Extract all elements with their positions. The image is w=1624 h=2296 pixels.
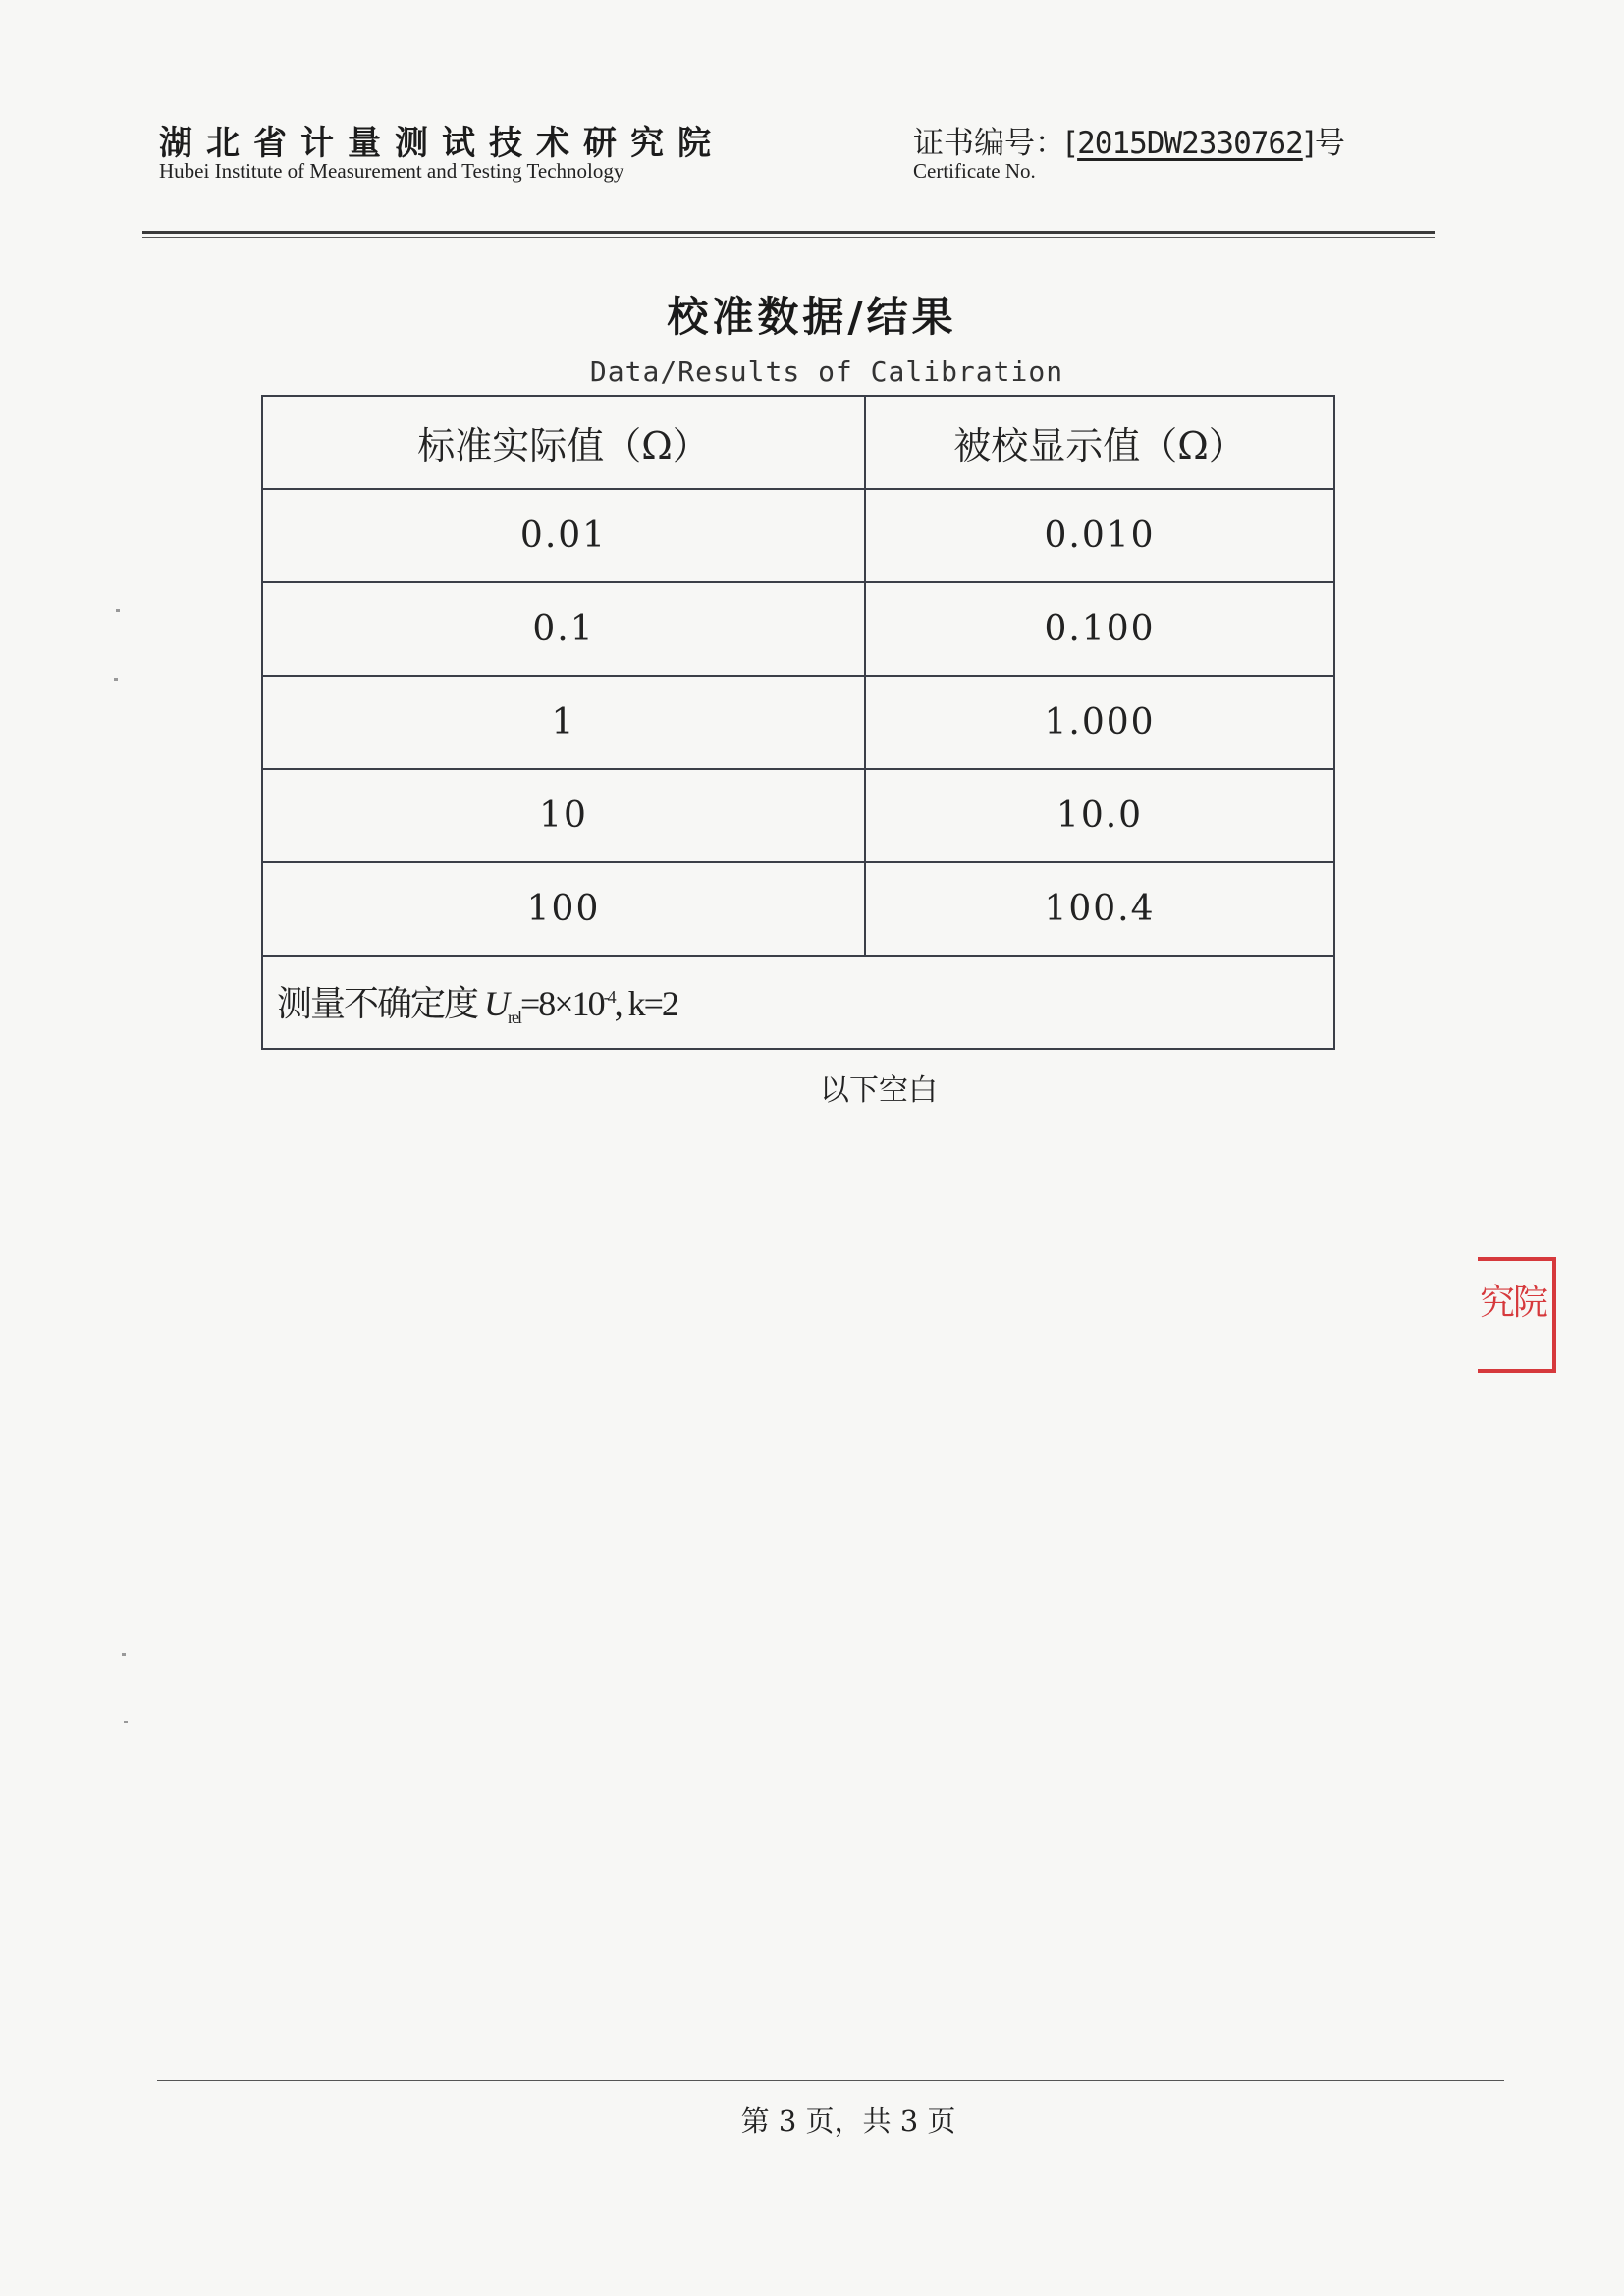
coverage-factor: , k=2 — [614, 983, 677, 1023]
official-seal-stamp — [1478, 1257, 1556, 1373]
display-value-cell: 1.000 — [865, 676, 1334, 769]
scan-speck — [124, 1721, 128, 1723]
certificate-number: 2015DW2330762 — [1077, 126, 1303, 161]
uncertainty-label: 测量不确定度 — [277, 983, 485, 1023]
scan-speck — [114, 678, 118, 681]
page-title-en: Data/Results of Calibration — [589, 355, 1064, 388]
display-value-cell: 0.100 — [865, 582, 1334, 676]
certificate-number-row — [913, 118, 1345, 162]
standard-value-cell: 100 — [262, 862, 865, 956]
uncertainty-row — [262, 956, 1334, 1049]
institute-name-en: Hubei Institute of Measurement and Testing Technology — [159, 159, 624, 183]
certificate-label-en: Certificate No. — [913, 159, 1036, 183]
page-title-cn: 校准数据/结果 — [667, 293, 957, 341]
certificate-label-cn: 证书编号： — [913, 126, 1065, 161]
seal-text: 究院 — [1480, 1283, 1547, 1323]
table-row — [262, 676, 1334, 769]
standard-value-cell: 1 — [262, 676, 865, 769]
uncertainty-value: =8×10 — [520, 983, 604, 1023]
page-number: 第 3 页，共 3 页 — [740, 2105, 956, 2138]
standard-value-cell: 10 — [262, 769, 865, 862]
column-header-standard-value: 标准实际值（Ω） — [262, 396, 865, 489]
table-row — [262, 582, 1334, 676]
display-value-cell: 100.4 — [865, 862, 1334, 956]
table-row — [262, 769, 1334, 862]
display-value-cell: 10.0 — [865, 769, 1334, 862]
footer-divider — [157, 2080, 1504, 2081]
uncertainty-symbol: U — [484, 983, 509, 1023]
scan-speck — [116, 609, 120, 612]
uncertainty-exponent: -4 — [603, 986, 615, 1007]
blank-below-note: 以下空白 — [820, 1073, 938, 1108]
certificate-bracket-open: [ — [1065, 126, 1078, 161]
header-divider — [142, 231, 1435, 234]
uncertainty-cell — [262, 956, 1334, 1049]
standard-value-cell: 0.01 — [262, 489, 865, 582]
header-divider-thin — [142, 237, 1435, 238]
display-value-cell: 0.010 — [865, 489, 1334, 582]
calibration-table — [261, 395, 1335, 1050]
uncertainty-subscript: rel — [508, 1008, 520, 1028]
column-header-display-value: 被校显示值（Ω） — [865, 396, 1334, 489]
certificate-bracket-close: ]号 — [1302, 126, 1345, 161]
standard-value-cell: 0.1 — [262, 582, 865, 676]
table-row — [262, 489, 1334, 582]
table-header-row — [262, 396, 1334, 489]
scan-speck — [122, 1653, 126, 1656]
table-row — [262, 862, 1334, 956]
institute-name-cn: 湖北省计量测试技术研究院 — [159, 124, 725, 163]
